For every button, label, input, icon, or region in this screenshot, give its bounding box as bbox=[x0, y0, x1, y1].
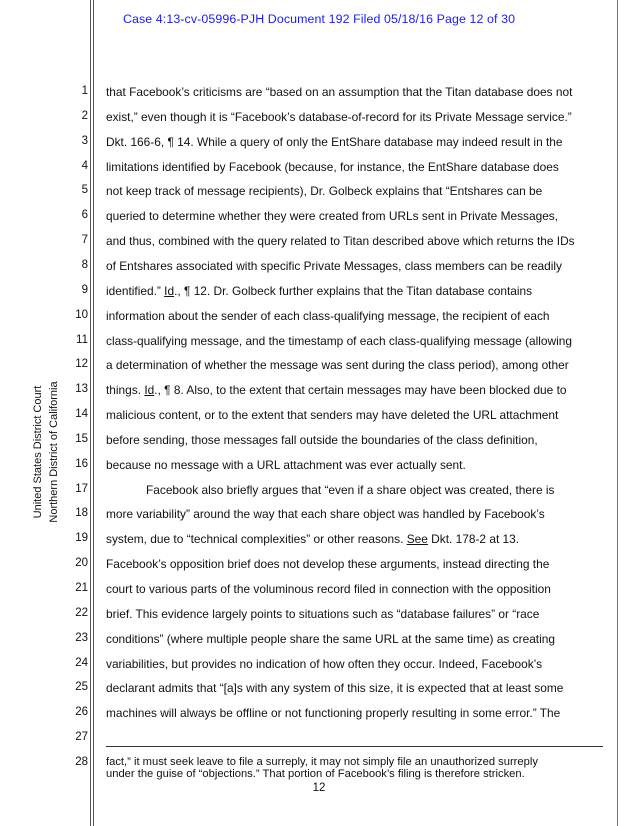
footnote-rule bbox=[106, 746, 603, 747]
text-segment: malicious content, or to the extent that senders may have deleted the URL attachment bbox=[106, 408, 559, 423]
left-margin-line-inner bbox=[93, 0, 94, 826]
line-number: 16 bbox=[75, 457, 88, 470]
line-number: 13 bbox=[75, 383, 88, 396]
line-number: 4 bbox=[81, 159, 88, 172]
text-segment: more variability” around the way that each share object was handled by Facebook’s bbox=[106, 507, 545, 522]
line-number: 26 bbox=[75, 706, 88, 719]
line-number: 7 bbox=[81, 234, 88, 247]
text-line bbox=[106, 582, 606, 596]
text-line bbox=[106, 383, 606, 397]
text-segment: court to various parts of the voluminous record filed in connection with the opposition bbox=[106, 582, 551, 596]
text-segment: a determination of whether the message was sent during the class period), among other bbox=[106, 358, 569, 373]
line-number: 3 bbox=[81, 134, 88, 147]
line-number: 22 bbox=[75, 606, 88, 619]
text-line bbox=[106, 358, 606, 372]
text-line bbox=[106, 284, 606, 298]
line-number: 8 bbox=[81, 258, 88, 271]
text-segment: Dkt. 178-2 at 13. bbox=[427, 532, 520, 547]
text-line bbox=[106, 607, 606, 621]
line-number: 27 bbox=[75, 731, 88, 744]
line-number: 20 bbox=[75, 557, 88, 570]
line-number: 28 bbox=[75, 755, 88, 768]
text-segment: that Facebook’s criticisms are “based on an assumption that the Titan database does not bbox=[106, 85, 573, 99]
text-line bbox=[106, 408, 606, 422]
text-segment: and thus, combined with the query related to Titan described above which returns the IDs bbox=[106, 234, 575, 249]
citation-signal: Id bbox=[164, 283, 175, 298]
text-line bbox=[106, 160, 606, 174]
text-segment: class-qualifying message, and the timestamp of each class-qualifying message (allowing bbox=[106, 333, 572, 348]
text-line bbox=[106, 458, 606, 472]
text-segment: before sending, those messages fall outside the boundaries of the class definition, bbox=[106, 432, 538, 447]
line-number: 23 bbox=[75, 631, 88, 644]
text-line bbox=[106, 681, 606, 695]
text-segment: system, due to “technical complexities” or other reasons. bbox=[106, 532, 407, 547]
citation-signal: Id bbox=[144, 383, 155, 398]
text-segment: ., ¶ 12. Dr. Golbeck further explains that the Titan database contains bbox=[174, 283, 533, 298]
citation-signal: See bbox=[406, 532, 428, 547]
text-line bbox=[106, 135, 606, 149]
text-line bbox=[106, 334, 606, 348]
text-segment: of Entshares associated with specific Private Messages, class members can be readily bbox=[106, 258, 563, 273]
line-number: 18 bbox=[75, 507, 88, 520]
line-number: 11 bbox=[76, 333, 88, 346]
line-number: 10 bbox=[75, 308, 88, 321]
line-number: 25 bbox=[75, 681, 88, 694]
court-name-line2: Northern District of California bbox=[48, 381, 60, 523]
text-segment: variabilities, but provides no indication of how often they occur. Indeed, Facebook’s bbox=[106, 656, 543, 671]
text-segment: limitations identified by Facebook (because, for instance, the EntShare database does bbox=[106, 159, 559, 174]
page-number: 12 bbox=[312, 782, 326, 794]
text-line bbox=[106, 507, 606, 521]
text-line bbox=[106, 184, 606, 198]
text-line bbox=[106, 706, 606, 720]
text-line bbox=[106, 209, 606, 223]
line-number: 5 bbox=[81, 184, 88, 197]
text-line bbox=[106, 309, 606, 323]
court-name-line1: United States District Court bbox=[32, 385, 44, 519]
line-number: 1 bbox=[81, 85, 88, 97]
right-margin-line bbox=[617, 0, 618, 826]
line-number: 21 bbox=[75, 582, 88, 594]
line-number: 17 bbox=[75, 482, 88, 495]
text-line bbox=[106, 632, 606, 646]
text-line bbox=[106, 433, 606, 447]
text-line bbox=[106, 557, 606, 571]
line-number: 6 bbox=[81, 209, 88, 222]
text-segment: conditions” (where multiple people share the same URL at the same time) as creating bbox=[106, 631, 555, 646]
line-number: 12 bbox=[75, 358, 88, 371]
case-header: Case 4:13-cv-05996-PJH Document 192 Filed 05/18/16 Page 12 of 30 bbox=[122, 12, 516, 26]
line-number: 19 bbox=[75, 532, 88, 545]
line-number: 2 bbox=[81, 109, 88, 122]
line-number: 15 bbox=[75, 432, 88, 445]
line-number: 14 bbox=[75, 408, 88, 421]
text-segment: Dkt. 166-6, ¶ 14. While a query of only the EntShare database may indeed result in the bbox=[106, 134, 563, 149]
text-segment: not keep track of message recipients), Dr. Golbeck explains that “Entshares can be bbox=[106, 184, 543, 199]
text-line bbox=[106, 259, 606, 273]
text-line bbox=[106, 85, 606, 99]
text-segment: ., ¶ 8. Also, to the extent that certain messages may have been blocked due to bbox=[154, 383, 567, 398]
text-segment: Facebook’s opposition brief does not develop these arguments, instead directing the bbox=[106, 557, 550, 572]
footnote-line-1: fact,” it must seek leave to file a surreply, it may not simply file an unauthorized surreply bbox=[106, 756, 538, 768]
text-segment: information about the sender of each class-qualifying message, the recipient of each bbox=[106, 308, 550, 323]
line-number: 24 bbox=[75, 656, 88, 669]
text-line bbox=[106, 234, 606, 248]
text-segment: machines will always be offline or not functioning properly resulting in some error.” The bbox=[106, 706, 561, 721]
text-segment: Facebook also briefly argues that “even if a share object was created, there is bbox=[146, 482, 555, 497]
text-segment: brief. This evidence largely points to situations such as “database failures” or “race bbox=[106, 606, 540, 621]
text-line bbox=[106, 483, 638, 497]
text-segment: things. bbox=[106, 383, 145, 398]
text-line bbox=[106, 110, 606, 124]
text-line bbox=[106, 657, 606, 671]
text-segment: because no message with a URL attachment was ever actually sent. bbox=[106, 457, 466, 472]
footnote bbox=[106, 757, 606, 780]
text-segment: exist,” even though it is “Facebook’s database-of-record for its Private Message service.” bbox=[106, 109, 572, 124]
footnote-line-2: under the guise of “objections.” That portion of Facebook’s filing is therefore stricken. bbox=[106, 767, 525, 780]
left-margin-line bbox=[90, 0, 91, 826]
text-segment: identified.” bbox=[106, 283, 165, 298]
text-line bbox=[106, 532, 606, 546]
text-segment: declarant admits that “[a]s with any system of this size, it is expected that at least some bbox=[106, 681, 564, 696]
line-number: 9 bbox=[81, 283, 88, 296]
text-segment: queried to determine whether they were created from URLs sent in Private Messages, bbox=[106, 209, 559, 224]
